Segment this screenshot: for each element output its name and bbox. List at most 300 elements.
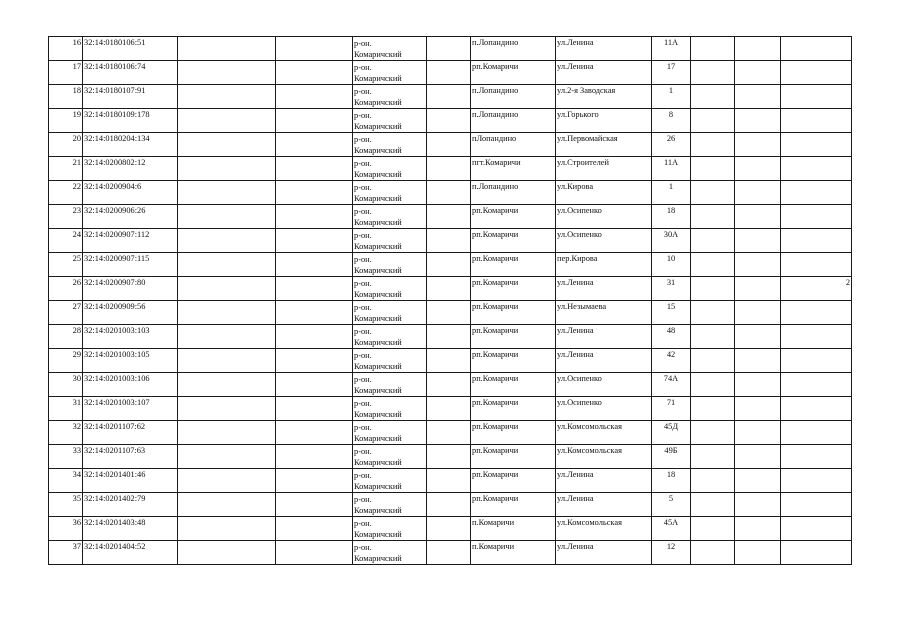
table-row (49, 421, 852, 445)
district-line-2: Комаричский (354, 122, 402, 131)
house-number-cell: 71 (652, 397, 691, 421)
district-line-2: Комаричский (354, 458, 402, 467)
empty-cell (276, 61, 353, 85)
settlement-cell: рп.Комаричи (471, 205, 556, 229)
empty-cell (691, 469, 735, 493)
empty-cell (178, 277, 276, 301)
extra-value-cell (781, 229, 852, 253)
empty-cell (276, 517, 353, 541)
empty-cell (178, 109, 276, 133)
house-number-cell: 10 (652, 253, 691, 277)
table-row (49, 541, 852, 565)
district-line-2: Комаричский (354, 194, 402, 203)
extra-value-cell (781, 421, 852, 445)
row-number-cell: 30 (49, 373, 83, 397)
cadastral-number-cell: 32:14:0200907:115 (83, 253, 178, 277)
district-cell (353, 109, 427, 133)
empty-cell (427, 541, 471, 565)
empty-cell (735, 37, 781, 61)
empty-cell (276, 181, 353, 205)
row-number-cell: 20 (49, 133, 83, 157)
settlement-cell: рп.Комаричи (471, 445, 556, 469)
settlement-cell: рп.Комаричи (471, 229, 556, 253)
empty-cell (427, 85, 471, 109)
district-cell (353, 445, 427, 469)
settlement-cell: рп.Комаричи (471, 397, 556, 421)
empty-cell (178, 205, 276, 229)
house-number-cell: 1 (652, 181, 691, 205)
district-cell (353, 229, 427, 253)
district-cell (353, 541, 427, 565)
empty-cell (178, 445, 276, 469)
district-line-2: Комаричский (354, 362, 402, 371)
cadastral-number-cell: 32:14:0180106:74 (83, 61, 178, 85)
district-line-2: Комаричский (354, 74, 402, 83)
empty-cell (735, 445, 781, 469)
street-cell: ул.Ленина (556, 541, 652, 565)
house-number-cell: 45Д (652, 421, 691, 445)
cadastral-number-cell: 32:14:0201401:46 (83, 469, 178, 493)
street-cell: ул.Ленина (556, 37, 652, 61)
settlement-cell: рп.Комаричи (471, 493, 556, 517)
empty-cell (735, 61, 781, 85)
row-number-cell: 23 (49, 205, 83, 229)
empty-cell (178, 61, 276, 85)
cadastral-number-cell: 32:14:0201107:63 (83, 445, 178, 469)
empty-cell (691, 277, 735, 301)
empty-cell (427, 397, 471, 421)
settlement-cell: рп.Комаричи (471, 61, 556, 85)
district-line-1: р-он. (354, 447, 372, 456)
empty-cell (276, 301, 353, 325)
cadastral-number-cell: 32:14:0200907:80 (83, 277, 178, 301)
empty-cell (427, 205, 471, 229)
house-number-cell: 26 (652, 133, 691, 157)
empty-cell (427, 373, 471, 397)
district-cell (353, 61, 427, 85)
district-line-1: р-он. (354, 327, 372, 336)
empty-cell (735, 229, 781, 253)
empty-cell (276, 253, 353, 277)
cadastral-number-cell: 32:14:0201402:79 (83, 493, 178, 517)
cadastral-number-cell: 32:14:0180109:178 (83, 109, 178, 133)
extra-value-cell (781, 157, 852, 181)
house-number-cell: 45А (652, 517, 691, 541)
empty-cell (691, 229, 735, 253)
street-cell: ул.Ленина (556, 277, 652, 301)
street-cell: пер.Кирова (556, 253, 652, 277)
row-number-cell: 32 (49, 421, 83, 445)
district-line-2: Комаричский (354, 554, 402, 563)
empty-cell (276, 133, 353, 157)
district-cell (353, 133, 427, 157)
empty-cell (691, 181, 735, 205)
extra-value-cell (781, 301, 852, 325)
empty-cell (735, 493, 781, 517)
empty-cell (276, 541, 353, 565)
street-cell: ул.Горького (556, 109, 652, 133)
street-cell: ул.Осипенко (556, 205, 652, 229)
empty-cell (276, 349, 353, 373)
house-number-cell: 74А (652, 373, 691, 397)
empty-cell (276, 373, 353, 397)
house-number-cell: 18 (652, 205, 691, 229)
extra-value-cell (781, 61, 852, 85)
district-line-1: р-он. (354, 87, 372, 96)
empty-cell (276, 397, 353, 421)
table-row (49, 277, 852, 301)
district-line-1: р-он. (354, 495, 372, 504)
empty-cell (691, 397, 735, 421)
district-cell (353, 325, 427, 349)
extra-value-cell (781, 109, 852, 133)
empty-cell (691, 445, 735, 469)
row-number-cell: 31 (49, 397, 83, 421)
cadastral-number-cell: 32:14:0201404:52 (83, 541, 178, 565)
empty-cell (178, 541, 276, 565)
row-number-cell: 22 (49, 181, 83, 205)
row-number-cell: 18 (49, 85, 83, 109)
district-cell (353, 397, 427, 421)
empty-cell (178, 493, 276, 517)
district-line-2: Комаричский (354, 170, 402, 179)
row-number-cell: 29 (49, 349, 83, 373)
extra-value-cell (781, 205, 852, 229)
cadastral-number-cell: 32:14:0180107:91 (83, 85, 178, 109)
district-cell (353, 373, 427, 397)
district-line-1: р-он. (354, 111, 372, 120)
house-number-cell: 30А (652, 229, 691, 253)
empty-cell (276, 325, 353, 349)
settlement-cell: рп.Комаричи (471, 253, 556, 277)
empty-cell (691, 85, 735, 109)
empty-cell (735, 373, 781, 397)
settlement-cell: рп.Комаричи (471, 421, 556, 445)
empty-cell (276, 85, 353, 109)
house-number-cell: 11А (652, 157, 691, 181)
cadastral-number-cell: 32:14:0201003:106 (83, 373, 178, 397)
settlement-cell: пгт.Комаричи (471, 157, 556, 181)
street-cell: ул.Ленина (556, 325, 652, 349)
extra-value-cell (781, 253, 852, 277)
empty-cell (427, 109, 471, 133)
empty-cell (691, 157, 735, 181)
empty-cell (735, 85, 781, 109)
district-cell (353, 421, 427, 445)
district-cell (353, 517, 427, 541)
empty-cell (178, 37, 276, 61)
empty-cell (427, 253, 471, 277)
empty-cell (735, 517, 781, 541)
empty-cell (276, 37, 353, 61)
district-line-1: р-он. (354, 303, 372, 312)
street-cell: ул.Осипенко (556, 397, 652, 421)
empty-cell (427, 61, 471, 85)
cadastral-number-cell: 32:14:0201107:62 (83, 421, 178, 445)
extra-value-cell (781, 493, 852, 517)
empty-cell (691, 37, 735, 61)
table-row (49, 181, 852, 205)
empty-cell (178, 397, 276, 421)
row-number-cell: 35 (49, 493, 83, 517)
empty-cell (691, 133, 735, 157)
district-cell (353, 37, 427, 61)
empty-cell (178, 517, 276, 541)
table-body (49, 37, 852, 565)
district-cell (353, 349, 427, 373)
extra-value-cell (781, 517, 852, 541)
empty-cell (276, 109, 353, 133)
empty-cell (691, 205, 735, 229)
empty-cell (178, 157, 276, 181)
table-row (49, 205, 852, 229)
empty-cell (427, 301, 471, 325)
district-cell (353, 277, 427, 301)
district-line-1: р-он. (354, 543, 372, 552)
row-number-cell: 24 (49, 229, 83, 253)
settlement-cell: рп.Комаричи (471, 469, 556, 493)
empty-cell (276, 445, 353, 469)
extra-value-cell (781, 397, 852, 421)
district-line-1: р-он. (354, 399, 372, 408)
extra-value-cell (781, 181, 852, 205)
row-number-cell: 28 (49, 325, 83, 349)
district-line-1: р-он. (354, 423, 372, 432)
empty-cell (276, 157, 353, 181)
district-cell (353, 493, 427, 517)
empty-cell (178, 421, 276, 445)
empty-cell (178, 469, 276, 493)
extra-value-cell (781, 325, 852, 349)
house-number-cell: 11А (652, 37, 691, 61)
extra-value-cell (781, 133, 852, 157)
cadastral-number-cell: 32:14:0201003:107 (83, 397, 178, 421)
district-line-2: Комаричский (354, 218, 402, 227)
cadastral-number-cell: 32:14:0201403:48 (83, 517, 178, 541)
empty-cell (276, 421, 353, 445)
extra-value-cell (781, 541, 852, 565)
empty-cell (735, 157, 781, 181)
empty-cell (735, 109, 781, 133)
empty-cell (691, 493, 735, 517)
empty-cell (735, 253, 781, 277)
empty-cell (427, 277, 471, 301)
district-line-1: р-он. (354, 135, 372, 144)
district-line-1: р-он. (354, 471, 372, 480)
empty-cell (735, 205, 781, 229)
extra-value-cell (781, 349, 852, 373)
district-line-1: р-он. (354, 63, 372, 72)
empty-cell (427, 37, 471, 61)
empty-cell (178, 181, 276, 205)
district-line-1: р-он. (354, 255, 372, 264)
street-cell: ул.Осипенко (556, 373, 652, 397)
row-number-cell: 17 (49, 61, 83, 85)
district-line-2: Комаричский (354, 386, 402, 395)
empty-cell (178, 229, 276, 253)
district-line-1: р-он. (354, 351, 372, 360)
district-line-1: р-он. (354, 183, 372, 192)
street-cell: ул.Незымаева (556, 301, 652, 325)
district-line-2: Комаричский (354, 242, 402, 251)
table-row (49, 469, 852, 493)
street-cell: ул.Комсомольская (556, 445, 652, 469)
empty-cell (691, 109, 735, 133)
cadastral-number-cell: 32:14:0201003:103 (83, 325, 178, 349)
cadastral-number-cell: 32:14:0200904:6 (83, 181, 178, 205)
empty-cell (735, 469, 781, 493)
district-line-2: Комаричский (354, 530, 402, 539)
cadastral-number-cell: 32:14:0180204:134 (83, 133, 178, 157)
district-line-2: Комаричский (354, 290, 402, 299)
cadastral-number-cell: 32:14:0200909:56 (83, 301, 178, 325)
row-number-cell: 26 (49, 277, 83, 301)
table-row (49, 61, 852, 85)
district-cell (353, 157, 427, 181)
district-line-2: Комаричский (354, 434, 402, 443)
empty-cell (691, 373, 735, 397)
empty-cell (276, 469, 353, 493)
district-line-2: Комаричский (354, 410, 402, 419)
cadastral-number-cell: 32:14:0180106:51 (83, 37, 178, 61)
empty-cell (178, 301, 276, 325)
row-number-cell: 16 (49, 37, 83, 61)
house-number-cell: 5 (652, 493, 691, 517)
house-number-cell: 15 (652, 301, 691, 325)
table-row (49, 133, 852, 157)
settlement-cell: п.Комаричи (471, 541, 556, 565)
street-cell: ул.Комсомольская (556, 421, 652, 445)
table-row (49, 253, 852, 277)
district-cell (353, 181, 427, 205)
street-cell: ул.Первомайская (556, 133, 652, 157)
street-cell: ул.Кирова (556, 181, 652, 205)
extra-value-cell (781, 37, 852, 61)
empty-cell (427, 133, 471, 157)
empty-cell (276, 205, 353, 229)
extra-value-cell (781, 445, 852, 469)
district-line-1: р-он. (354, 159, 372, 168)
cadastral-number-cell: 32:14:0200802:12 (83, 157, 178, 181)
street-cell: ул.Ленина (556, 493, 652, 517)
extra-value-cell (781, 469, 852, 493)
row-number-cell: 19 (49, 109, 83, 133)
district-line-2: Комаричский (354, 482, 402, 491)
district-cell (353, 85, 427, 109)
row-number-cell: 34 (49, 469, 83, 493)
empty-cell (691, 325, 735, 349)
house-number-cell: 31 (652, 277, 691, 301)
empty-cell (427, 421, 471, 445)
cadastral-number-cell: 32:14:0201003:105 (83, 349, 178, 373)
row-number-cell: 21 (49, 157, 83, 181)
empty-cell (178, 373, 276, 397)
house-number-cell: 1 (652, 85, 691, 109)
empty-cell (276, 229, 353, 253)
empty-cell (178, 133, 276, 157)
settlement-cell: рп.Комаричи (471, 277, 556, 301)
empty-cell (691, 61, 735, 85)
empty-cell (735, 421, 781, 445)
district-line-2: Комаричский (354, 98, 402, 107)
empty-cell (427, 469, 471, 493)
street-cell: ул.Осипенко (556, 229, 652, 253)
cadastral-number-cell: 32:14:0200906:26 (83, 205, 178, 229)
empty-cell (691, 517, 735, 541)
empty-cell (178, 85, 276, 109)
empty-cell (735, 349, 781, 373)
empty-cell (427, 181, 471, 205)
empty-cell (427, 349, 471, 373)
empty-cell (735, 325, 781, 349)
empty-cell (735, 133, 781, 157)
district-line-2: Комаричский (354, 314, 402, 323)
house-number-cell: 42 (652, 349, 691, 373)
empty-cell (691, 253, 735, 277)
district-line-1: р-он. (354, 519, 372, 528)
district-line-2: Комаричский (354, 50, 402, 59)
settlement-cell: рп.Комаричи (471, 301, 556, 325)
empty-cell (735, 277, 781, 301)
empty-cell (427, 157, 471, 181)
district-cell (353, 301, 427, 325)
empty-cell (735, 301, 781, 325)
empty-cell (691, 541, 735, 565)
street-cell: ул.2-я Заводская (556, 85, 652, 109)
table-row (49, 445, 852, 469)
house-number-cell: 12 (652, 541, 691, 565)
settlement-cell: рп.Комаричи (471, 349, 556, 373)
house-number-cell: 49Б (652, 445, 691, 469)
district-line-1: р-он. (354, 279, 372, 288)
street-cell: ул.Ленина (556, 61, 652, 85)
district-line-2: Комаричский (354, 266, 402, 275)
empty-cell (427, 517, 471, 541)
street-cell: ул.Комсомольская (556, 517, 652, 541)
settlement-cell: рп.Комаричи (471, 325, 556, 349)
settlement-cell: п.Лопандино (471, 181, 556, 205)
property-registry-table (48, 36, 852, 565)
table-row (49, 229, 852, 253)
table-row (49, 109, 852, 133)
document-page (48, 36, 851, 565)
empty-cell (178, 349, 276, 373)
district-line-2: Комаричский (354, 146, 402, 155)
table-row (49, 397, 852, 421)
district-cell (353, 253, 427, 277)
house-number-cell: 18 (652, 469, 691, 493)
table-row (49, 157, 852, 181)
empty-cell (178, 325, 276, 349)
district-line-2: Комаричский (354, 506, 402, 515)
row-number-cell: 37 (49, 541, 83, 565)
empty-cell (427, 493, 471, 517)
empty-cell (691, 421, 735, 445)
table-row (49, 325, 852, 349)
empty-cell (691, 349, 735, 373)
district-cell (353, 469, 427, 493)
row-number-cell: 27 (49, 301, 83, 325)
settlement-cell: п.Лопандино (471, 109, 556, 133)
empty-cell (427, 229, 471, 253)
street-cell: ул.Ленина (556, 349, 652, 373)
empty-cell (735, 541, 781, 565)
settlement-cell: п.Лопандино (471, 85, 556, 109)
settlement-cell: п.Комаричи (471, 517, 556, 541)
table-row (49, 493, 852, 517)
street-cell: ул.Ленина (556, 469, 652, 493)
district-line-1: р-он. (354, 375, 372, 384)
